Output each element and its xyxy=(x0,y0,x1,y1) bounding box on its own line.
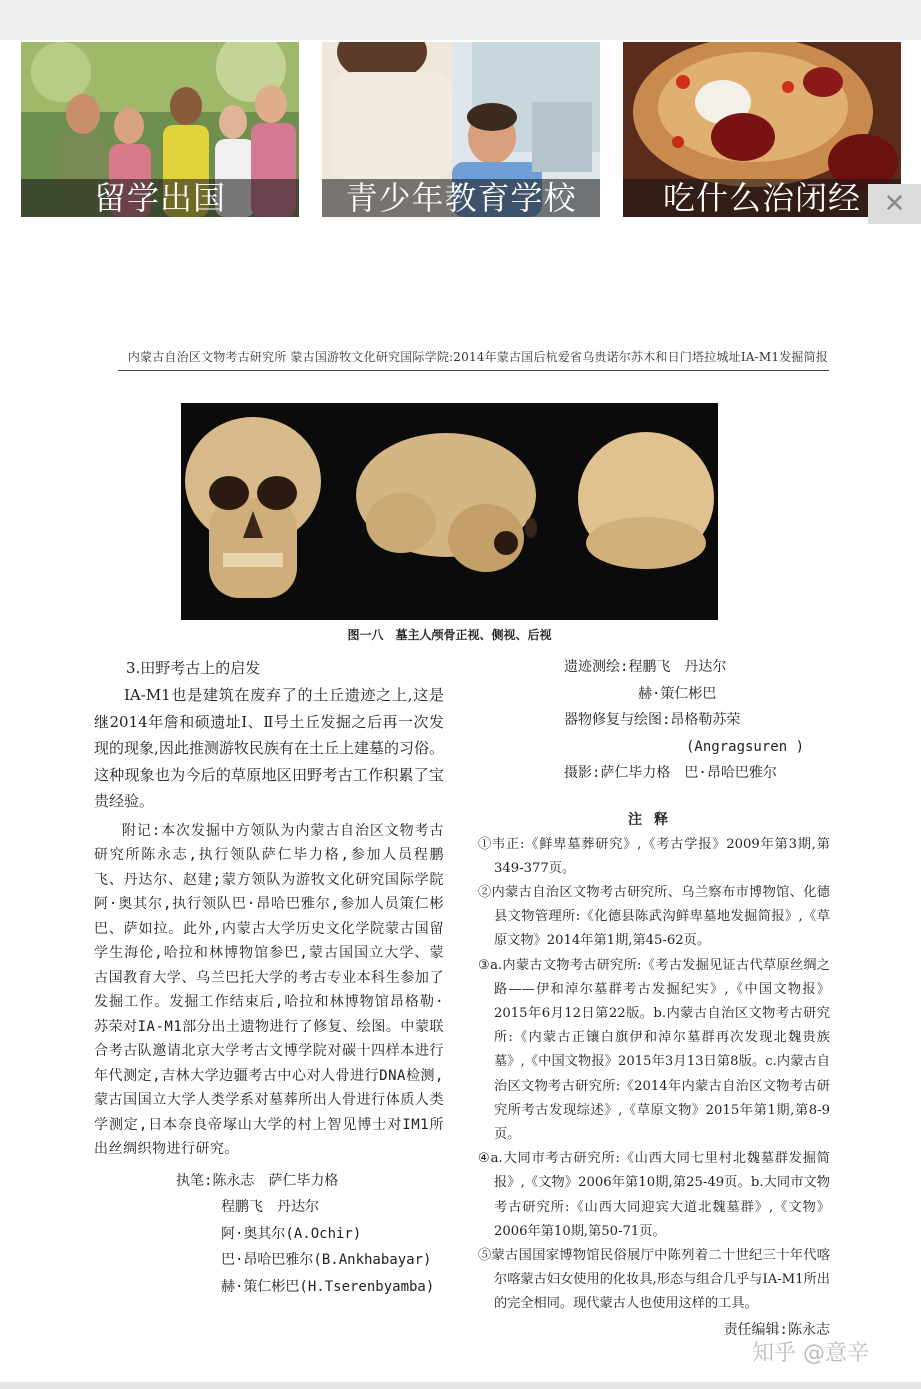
ad-banner-study-abroad[interactable] xyxy=(21,42,299,217)
ad-banner-youth-education[interactable] xyxy=(322,42,600,217)
writer-line: 程鹏飞 丹达尔 xyxy=(221,1199,319,1215)
bottom-bar xyxy=(0,1382,921,1389)
running-head: 内蒙古自治区文物考古研究所 蒙古国游牧文化研究国际学院:2014年蒙古国后杭爱省乌贵诺尔苏木和日门塔拉城址IA-M1发掘简报 xyxy=(127,350,828,364)
writers-label: 执笔: xyxy=(176,1172,213,1189)
close-icon: ✕ xyxy=(883,189,906,219)
credit-line: 器物修复与绘图:昂格勒苏荣 xyxy=(564,712,741,728)
writer-line: 赫·策仁彬巴(H.Tserenbyamba) xyxy=(221,1278,435,1295)
notes-title: 注释 xyxy=(628,811,680,828)
note-item: ②内蒙古自治区文物考古研究所、乌兰察布市博物馆、化德县文物管理所:《化德县陈武沟鲜卑墓地发掘简报》,《草原文物》2014年第1期,第45-62页。 xyxy=(478,884,830,949)
note-item: ③a.内蒙古文物考古研究所:《考古发掘见证古代草原丝绸之路——伊和淖尔墓群考古发掘纪实》,《中国文物报》2015年6月12日第22版。b.内蒙古自治区文物考古研究所:《内蒙古正镶白旗伊和淖尔墓群再次发现北魏贵族墓》,《中国文物报》2015年3月13日第8版。c.内蒙古自治区文物考古研究所:《2014年内蒙古自治区文物考古研究所考古发现综述》,《草原文物》2015年第1期,第8-9页。 xyxy=(478,957,830,1142)
right-column xyxy=(478,654,830,1343)
watermark: 知乎 @意辛 xyxy=(752,1341,869,1366)
body-paragraph: IA-M1也是建筑在废弃了的土丘遗迹之上,这是继2014年詹和硕遗址Ⅰ、Ⅱ号土丘发掘之后再一次发现的现象,因此推测游牧民族有在土丘上建墓的习俗。这种现象也为今后的草原地区田野考古工作积累了宝贵经验。 xyxy=(94,686,444,810)
ad-banner-food-health[interactable] xyxy=(623,42,901,217)
postscript-paragraph: 附记:本次发掘中方领队为内蒙古自治区文物考古研究所陈永志,执行领队萨仁毕力格,参加人员程鹏飞、丹达尔、赵建;蒙方领队为游牧文化研究国际学院阿·奥其尔,执行领队巴·昂哈巴雅尔,参加人员策仁彬巴、萨如拉。此外,内蒙古大学历史文化学院蒙古国留学生海伦,哈拉和林博物馆参巴,蒙古国国立大学、蒙古国教育大学、乌兰巴托大学的考古专业本科生参加了发掘工作。发掘工作结束后,哈拉和林博物馆昂格勒·苏荣对IA-M1部分出土遗物进行了修复、绘图。中蒙联合考古队邀请北京大学考古文博学院对碳十四样本进行年代测定,吉林大学边疆考古中心对人骨进行DNA检测,蒙古国国立大学人类学系对墓葬所出人骨进行体质人类学测定,日本奈良帝塚山大学的村上智见博士对IM1所出丝绸织物进行研究。 xyxy=(94,822,444,1157)
credit-line: (Angragsuren ) xyxy=(686,738,805,755)
writer-line: 巴·昂哈巴雅尔(B.Ankhabayar) xyxy=(221,1252,432,1268)
top-bar xyxy=(0,0,921,40)
section-title: 3.田野考古上的启发 xyxy=(126,659,261,677)
skull-photo xyxy=(181,403,718,620)
left-column xyxy=(94,654,444,1300)
writer-line: 执笔:陈永志 萨仁毕力格 xyxy=(176,1172,339,1189)
skull-image xyxy=(181,403,718,620)
credit-line: 赫·策仁彬巴 xyxy=(638,685,717,702)
credit-line: 摄影:萨仁毕力格 巴·昂哈巴雅尔 xyxy=(564,765,777,781)
writers-block xyxy=(94,1168,444,1301)
editor-credit: 责任编辑:陈永志 xyxy=(723,1321,830,1338)
ad-caption: 青少年教育学校 xyxy=(322,179,600,217)
close-ad-button[interactable] xyxy=(868,184,921,224)
note-item: ①韦正:《鲜卑墓葬研究》,《考古学报》2009年第3期,第349-377页。 xyxy=(478,836,830,876)
figure-caption: 图一八 墓主人颅骨正视、侧视、后视 xyxy=(347,628,552,642)
writer-line: 阿·奥其尔(A.Ochir) xyxy=(221,1225,362,1242)
header-rule xyxy=(118,370,829,371)
note-item: ⑤蒙古国国家博物馆民俗展厅中陈列着二十世纪三十年代喀尔喀蒙古妇女使用的化妆具,形态与组合几乎与IA-M1所出的完全相同。现代蒙古人也使用这样的工具。 xyxy=(478,1247,830,1312)
ad-caption: 留学出国 xyxy=(21,179,299,217)
note-item: ④a.大同市考古研究所:《山西大同七里村北魏墓群发掘简报》,《文物》2006年第10期,第25-49页。b.大同市文物考古研究所:《山西大同迎宾大道北魏墓群》,《文物》2006年第10期,第50-71页。 xyxy=(478,1151,830,1239)
credit-line: 遗迹测绘:程鹏飞 丹达尔 xyxy=(564,659,727,675)
ad-caption: 吃什么治闭经 xyxy=(623,179,901,217)
